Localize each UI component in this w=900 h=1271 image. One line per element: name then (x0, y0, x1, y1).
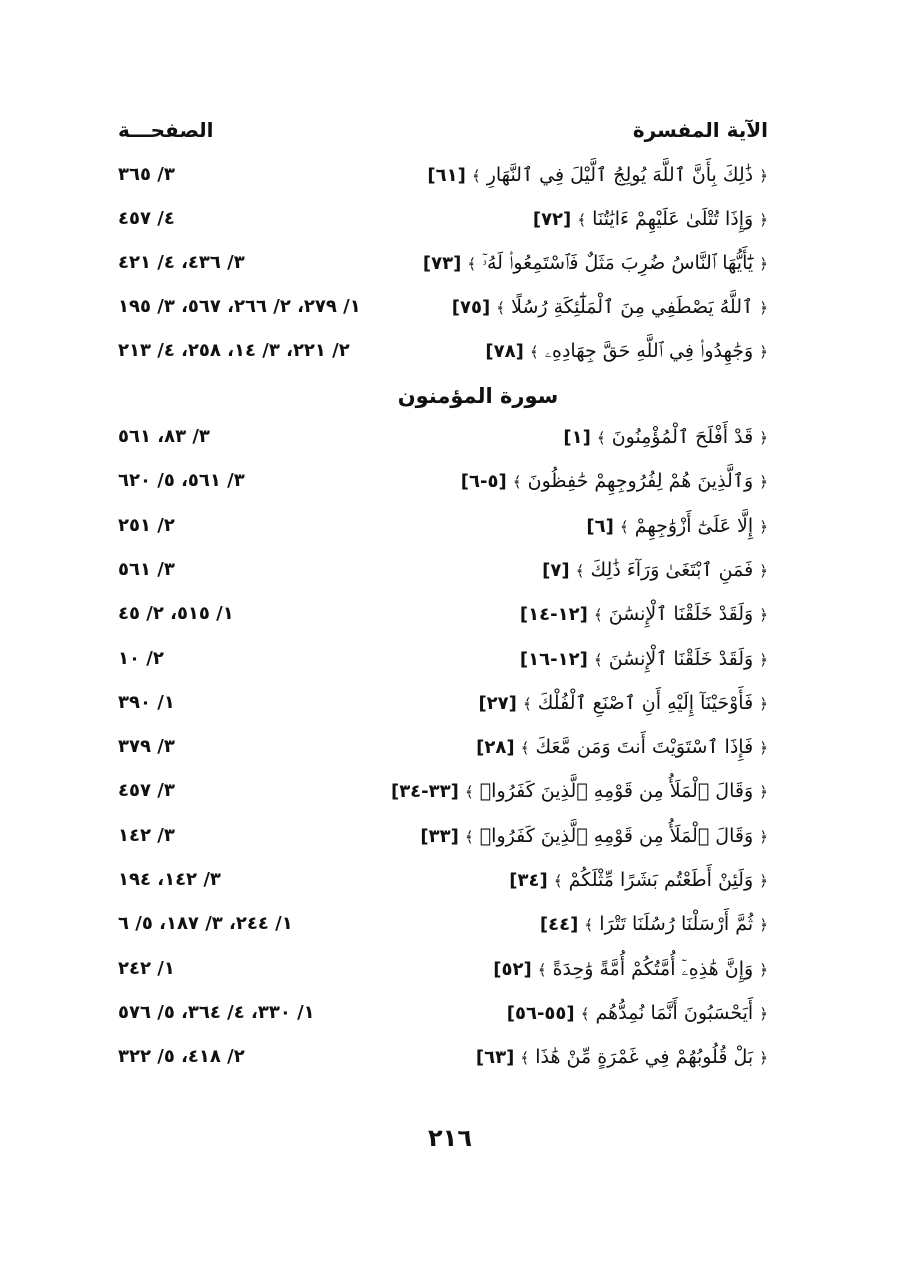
verse-number: [٧] (542, 559, 570, 581)
verse-text: أَيَحْسَبُونَ أَنَّمَا نُمِدُّهُم (595, 1001, 754, 1024)
verse-entry (420, 825, 768, 847)
page-reference: ٣/ ٨٣، ٥٦١ (118, 426, 210, 447)
quran-bracket-close: ﴾ (464, 827, 474, 846)
verse-column-header: الآية المفسرة (632, 118, 768, 142)
verse-entry (476, 1046, 768, 1068)
quran-bracket-open: ﴿ (759, 299, 768, 317)
quran-bracket-open: ﴿ (759, 1004, 768, 1023)
quran-bracket-open: ﴿ (759, 561, 768, 580)
verse-text: وَقَالَ ٱلْمَلَأُ مِن قَوْمِهِ ٱلَّذِينَ كَفَرُوا۟ (479, 824, 754, 847)
page-reference: ٣/ ٣٦٥ (118, 164, 175, 185)
verse-text: وَٱلَّذِينَ هُمْ لِفُرُوجِهِمْ حَٰفِظُونَ (527, 470, 754, 493)
page-reference: ٢/ ٢٢١، ٣/ ١٤، ٢٥٨، ٤/ ٢١٣ (118, 340, 350, 361)
quran-bracket-close: ﴾ (529, 343, 539, 361)
list-item (118, 648, 768, 684)
verse-text: وَلَقَدْ خَلَقْنَا ٱلْإِنسَٰنَ (608, 603, 754, 626)
quran-bracket-open: ﴿ (759, 255, 768, 273)
quran-bracket-open: ﴿ (759, 517, 768, 536)
quran-bracket-close: ﴾ (496, 299, 506, 317)
verse-text: وَلَقَدْ خَلَقْنَا ٱلْإِنسَٰنَ (608, 647, 754, 670)
verse-number: [٦١] (427, 165, 466, 186)
verse-number: [٧٣] (422, 253, 462, 274)
verse-entry (540, 913, 768, 935)
verse-entry (423, 252, 768, 274)
verse-entry (509, 869, 768, 891)
page-reference: ٣/ ٤٣٦، ٤/ ٤٢١ (118, 252, 245, 273)
verse-number: [٣٣-٣٤] (390, 781, 459, 803)
verse-number: [٤٤] (539, 914, 579, 936)
page-reference: ١/ ٥١٥، ٢/ ٤٥ (118, 603, 234, 625)
verse-entry (493, 958, 768, 980)
verse-number: [١٢-١٦] (519, 648, 588, 670)
verse-text: قَدْ أَفْلَحَ ٱلْمُؤْمِنُونَ (611, 426, 754, 448)
list-item (118, 958, 768, 994)
verse-text: فَمَنِ ٱبْتَغَىٰ وَرَآءَ ذَٰلِكَ (590, 558, 754, 581)
page-reference: ٤/ ٤٥٧ (118, 208, 175, 229)
verse-text: بَلْ قُلُوبُهُمْ فِي غَمْرَةٍ مِّنْ هَٰذَا (535, 1046, 754, 1069)
verse-text: فَأَوْحَيْنَآ إِلَيْهِ أَنِ ٱصْنَعِ ٱلْفُلْكَ (537, 691, 754, 714)
quran-bracket-close: ﴾ (471, 167, 481, 185)
page-column-header: الصفحـــة (118, 118, 214, 142)
verse-text: ٱللَّهُ يَصْطَفِي مِنَ ٱلْمَلَٰٓئِكَةِ رُسُلًا (511, 296, 754, 318)
quran-bracket-close: ﴾ (553, 872, 563, 890)
page-reference: ١/ ٣٣٠، ٤/ ٣٦٤، ٥/ ٥٧٦ (118, 1001, 315, 1023)
list-item (118, 470, 768, 506)
verse-entry (563, 426, 768, 448)
table-header (118, 118, 768, 152)
quran-bracket-open: ﴿ (759, 872, 768, 890)
quran-bracket-open: ﴿ (759, 473, 768, 492)
quran-bracket-close: ﴾ (577, 211, 587, 229)
list-item (118, 913, 768, 949)
verse-number: [٣٤] (509, 870, 548, 891)
page-reference: ٢/ ١٠ (118, 647, 164, 669)
verse-entry (520, 648, 768, 670)
verse-text: ذَٰلِكَ بِأَنَّ ٱللَّهَ يُولِجُ ٱلَّيْلَ فِي ٱلنَّهَارِ (486, 164, 754, 186)
verse-number: [٧٢] (532, 209, 572, 230)
list-item (118, 559, 768, 595)
quran-bracket-open: ﴿ (759, 167, 768, 185)
page-number: ٢١٦ (428, 1124, 472, 1152)
quran-bracket-close: ﴾ (596, 429, 606, 447)
page-reference: ٣/ ٣٧٩ (118, 736, 175, 758)
verse-number: [٢٨] (476, 737, 515, 759)
list-item (118, 692, 768, 728)
verse-number: [٣٣] (420, 825, 459, 847)
page-reference: ٣/ ١٤٢ (118, 824, 175, 846)
quran-bracket-close: ﴾ (593, 606, 603, 625)
quran-bracket-close: ﴾ (520, 1049, 530, 1068)
page-reference: ٣/ ٥٦١، ٥/ ٦٢٠ (118, 470, 245, 492)
list-item (118, 869, 768, 905)
verse-number: [٢٧] (478, 692, 517, 714)
verse-number: [٥٥-٥٦] (506, 1002, 575, 1024)
list-item (118, 296, 768, 332)
verse-entry (391, 780, 768, 802)
quran-bracket-open: ﴿ (759, 694, 768, 713)
quran-bracket-open: ﴿ (759, 960, 768, 979)
verse-text: إِلَّا عَلَىٰٓ أَزْوَٰجِهِمْ (634, 514, 754, 537)
quran-bracket-open: ﴿ (759, 1049, 768, 1068)
verse-entry (461, 470, 768, 492)
list-item (118, 208, 768, 244)
page-reference: ١/ ٢٧٩، ٢/ ٢٦٦، ٥٦٧، ٣/ ١٩٥ (118, 296, 361, 317)
quran-bracket-close: ﴾ (537, 960, 547, 979)
page-reference: ٣/ ٥٦١ (118, 558, 175, 580)
verse-text: وَإِنَّ هَٰذِهِۦٓ أُمَّتُكُمْ أُمَّةً وَٰحِدَةً (552, 957, 754, 980)
quran-bracket-close: ﴾ (580, 1004, 590, 1023)
quran-bracket-close: ﴾ (575, 561, 585, 580)
verse-number: [٦٣] (475, 1047, 515, 1069)
verse-text: وَلَئِنْ أَطَعْتُم بَشَرًا مِّثْلَكُمْ (568, 869, 754, 891)
quran-bracket-open: ﴿ (759, 827, 768, 846)
page-reference: ١/ ٢٤٤، ٣/ ١٨٧، ٥/ ٦ (118, 913, 293, 935)
verse-text: ثُمَّ أَرْسَلْنَا رُسُلَنَا تَتْرَا (599, 913, 754, 936)
verse-number: [٥٢] (493, 958, 532, 980)
quran-bracket-close: ﴾ (467, 255, 477, 273)
verse-entry (427, 164, 768, 186)
verse-number: [١] (563, 427, 591, 448)
list-item (118, 1002, 768, 1038)
quran-bracket-open: ﴿ (759, 211, 768, 229)
verse-number: [٧٨] (485, 341, 524, 362)
page-reference: ٣/ ١٤٢، ١٩٤ (118, 869, 221, 890)
list-item (118, 780, 768, 816)
quran-bracket-open: ﴿ (759, 783, 768, 802)
list-item (118, 164, 768, 200)
verse-entry (452, 296, 768, 318)
page-reference: ٢/ ٢٥١ (118, 514, 175, 536)
page-reference: ٣/ ٤٥٧ (118, 780, 175, 802)
quran-bracket-close: ﴾ (584, 916, 594, 935)
list-item (118, 426, 768, 462)
page-reference: ١/ ٣٩٠ (118, 691, 175, 713)
quran-bracket-close: ﴾ (512, 473, 522, 492)
verse-entry (478, 692, 768, 714)
verse-text: يَٰٓأَيُّهَا ٱلنَّاسُ ضُرِبَ مَثَلٌ فَٱسْتَمِعُوا۟ لَهُۥٓ (482, 252, 754, 274)
quran-bracket-close: ﴾ (520, 739, 530, 758)
list-item (118, 603, 768, 639)
list-item (118, 252, 768, 288)
quran-bracket-close: ﴾ (619, 517, 629, 536)
page-reference: ٢/ ٤١٨، ٥/ ٣٢٢ (118, 1046, 245, 1068)
list-item (118, 515, 768, 551)
verse-entry (476, 736, 768, 758)
quran-bracket-open: ﴿ (759, 739, 768, 758)
verse-text: وَجَٰهِدُوا۟ فِي ٱللَّهِ حَقَّ جِهَادِهِۦ (544, 340, 754, 362)
quran-bracket-open: ﴿ (759, 606, 768, 625)
list-item (118, 1046, 768, 1082)
verse-entry (533, 208, 768, 230)
verse-number: [٧٥] (451, 297, 491, 318)
quran-bracket-open: ﴿ (759, 650, 768, 669)
verse-text: وَإِذَا تُتْلَىٰ عَلَيْهِمْ ءَايَٰتُنَا (592, 208, 754, 230)
verse-text: وَقَالَ ٱلْمَلَأُ مِن قَوْمِهِ ٱلَّذِينَ كَفَرُوا۟ (479, 780, 754, 803)
page-reference: ١/ ٢٤٢ (118, 957, 175, 979)
verse-entry (485, 340, 768, 362)
quran-bracket-open: ﴿ (759, 916, 768, 935)
list-item (118, 340, 768, 376)
verse-entry (542, 559, 768, 581)
verse-entry (586, 515, 768, 537)
verse-text: فَإِذَا ٱسْتَوَيْتَ أَنتَ وَمَن مَّعَكَ (535, 736, 754, 759)
verse-number: [١٢-١٤] (519, 604, 588, 626)
quran-bracket-close: ﴾ (464, 783, 474, 802)
verse-number: [٦] (586, 515, 614, 537)
list-item (118, 736, 768, 772)
verse-entry (507, 1002, 768, 1024)
list-item (118, 825, 768, 861)
verse-entry (520, 603, 768, 625)
quran-bracket-close: ﴾ (593, 650, 603, 669)
quran-bracket-open: ﴿ (759, 343, 768, 361)
quran-bracket-close: ﴾ (522, 694, 532, 713)
quran-bracket-open: ﴿ (759, 429, 768, 447)
surah-title: سورة المؤمنون (397, 384, 559, 408)
verse-number: [٥-٦] (460, 471, 507, 493)
